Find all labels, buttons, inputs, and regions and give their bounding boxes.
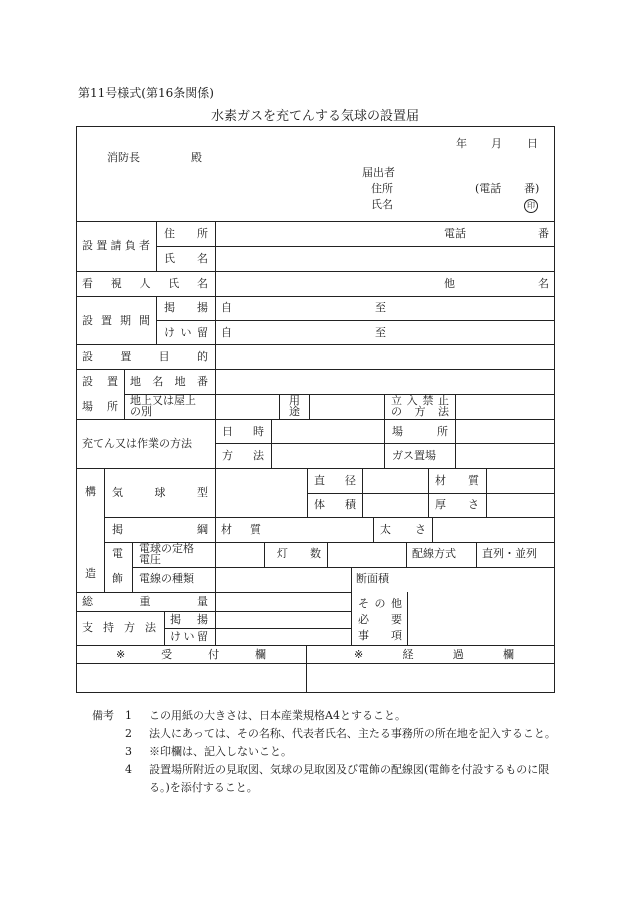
note-number: 1 [125,709,132,722]
watcher-unit: 名 [538,277,549,290]
date-month: 月 [491,137,502,150]
period-raise-to: 至 [375,301,386,314]
purpose-label: 設 置 目 的 [82,350,208,363]
col-divider [351,567,352,645]
bulb-voltage-line2: 電圧 [139,553,161,566]
col-divider [362,468,363,517]
col-divider [132,542,133,592]
location-label-bottom: 場 所 [82,400,118,413]
notifier-address-label: 住所 [371,182,393,195]
col-divider [156,221,157,271]
row-divider [76,645,555,646]
col-divider [271,419,272,468]
rope-thickness-label: 太 さ [380,523,426,536]
col-divider [327,542,328,567]
note-item [92,707,562,725]
form-number: 第11号様式(第16条関係) [78,86,214,100]
period-moor-from: 自 [221,326,232,339]
balloon-type-label: 気 球 型 [112,486,208,499]
decoration-label-bottom: 飾 [112,572,123,585]
structure-label-top: 構 [85,485,96,498]
watcher-label: 看 視 人 氏 名 [82,277,208,290]
row-divider [164,628,351,629]
period-raise-from: 自 [221,301,232,314]
col-divider [215,542,216,592]
notes-label: 備考 [92,709,114,722]
notifier-name-label: 氏名 [371,198,393,211]
row-divider [104,517,555,518]
wire-type-label: 電線の種類 [139,572,194,585]
col-divider [373,517,374,542]
location-ground-line1: 地上又は屋上 [130,394,196,407]
row-divider [76,611,351,612]
contractor-phone-suffix: 番 [538,227,549,240]
balloon-thickness-label: 厚 さ [435,498,479,511]
col-divider [476,542,477,567]
notifier-phone-suffix: 番) [524,182,540,195]
col-divider [104,468,105,592]
col-divider [406,542,407,567]
balloon-material-label: 材 質 [435,474,479,487]
note-text: この用紙の大きさは、日本産業規格A4とすること。 [149,709,406,722]
rope-material-label: 材 質 [221,523,261,536]
col-divider [279,394,280,419]
note-item [92,725,562,743]
support-moor-label: け い 留 [170,630,208,643]
support-method-label: 支 持 方 法 [82,621,156,634]
filling-datetime-label: 日 時 [222,425,264,438]
col-divider [164,611,165,645]
contractor-address-label: 住 所 [164,227,208,240]
lamp-count-label: 灯 数 [277,547,321,560]
filling-label: 充てん又は作業の方法 [82,437,192,450]
row-divider [76,592,351,593]
notes-section [92,707,562,797]
progress-column-label: ※ 経 過 欄 [354,648,514,661]
col-divider [156,296,157,344]
addressee: 消防長 [107,151,140,164]
date-day: 日 [527,137,538,150]
col-divider [215,221,216,468]
note-item [92,743,562,761]
row-divider [215,443,555,444]
other-line2: 必 要 [358,613,402,626]
support-raise-label: 掲 揚 [170,613,208,626]
col-divider [215,517,216,542]
col-divider [486,468,487,517]
filling-gas-storage-label: ガス置場 [392,449,436,462]
location-ground-line2: の別 [130,405,152,418]
cross-section-label: 断面積 [356,572,389,585]
col-divider [384,419,385,468]
location-restrict-line1: 立 入 禁 止 [391,394,449,407]
note-number: 3 [125,745,132,758]
row-divider [76,663,555,664]
rope-label: 掲 綱 [112,523,208,536]
date-year: 年 [456,137,467,150]
note-number: 2 [125,727,132,740]
col-divider [384,394,385,419]
note-text: ※印欄は、記入しないこと。 [149,745,292,758]
note-item [92,761,562,797]
form-title: 水素ガスを充てんする気球の設置届 [210,109,419,124]
col-divider [307,468,308,517]
row-divider [76,296,555,297]
col-divider [455,394,456,419]
row-divider [76,369,555,370]
period-moor-to: 至 [375,326,386,339]
col-divider [124,369,125,419]
honorific: 殿 [191,151,202,164]
col-divider [455,419,456,468]
col-divider [215,592,216,645]
filling-place-label: 場 所 [392,425,448,438]
wiring-method-value: 直列・並列 [482,547,537,560]
bulb-voltage-line1: 電球の定格 [139,542,194,555]
contractor-label: 設 置 請 負 者 [82,239,150,252]
contractor-name-label: 氏 名 [164,252,208,265]
col-divider [309,394,310,419]
reception-column-label: ※ 受 付 欄 [116,648,266,661]
filling-method-label: 方 法 [222,449,264,462]
other-line1: そ の 他 [358,597,402,610]
note-number: 4 [125,763,132,776]
col-divider [428,468,429,517]
structure-label-bottom: 造 [85,567,96,580]
notifier-label: 届出者 [362,166,395,179]
row-divider [76,271,555,272]
watcher-others: 他 [444,277,455,290]
diameter-label: 直 径 [314,474,356,487]
period-label: 設 置 期 間 [82,314,150,327]
col-divider [306,645,307,693]
wiring-method-label: 配線方式 [412,547,456,560]
location-use-line1: 用 [289,394,300,407]
row-divider [76,221,555,222]
note-text: 法人にあっては、その名称、代表者氏名、主たる事務所の所在地を記入すること。 [149,727,556,740]
total-weight-label: 総 重 量 [82,595,208,608]
notifier-phone-label: (電話 [475,182,502,195]
col-divider [215,468,216,517]
location-address-label: 地 名 地 番 [130,375,208,388]
note-text: 設置場所附近の見取図、気球の見取図及び電飾の配線図(電飾を付設するものに限る。)を添付すること。 [149,763,550,794]
period-raise-label: 掲 揚 [164,301,208,314]
contractor-phone-label: 電話 [444,227,466,240]
volume-label: 体 積 [314,498,356,511]
row-divider [307,493,555,494]
decoration-label-top: 電 [112,547,123,560]
col-divider [407,592,408,645]
period-moor-label: け い 留 [164,326,208,339]
seal-mark: 印 [524,199,538,213]
row-divider [76,468,555,469]
row-divider [76,419,555,420]
col-divider [264,542,265,567]
location-restrict-line2: の 方 法 [391,405,449,418]
location-label-top: 設 置 [82,375,118,388]
row-divider [76,344,555,345]
row-divider [132,567,555,568]
col-divider [432,517,433,542]
location-use-line2: 途 [289,405,300,418]
other-line3: 事 項 [358,629,402,642]
